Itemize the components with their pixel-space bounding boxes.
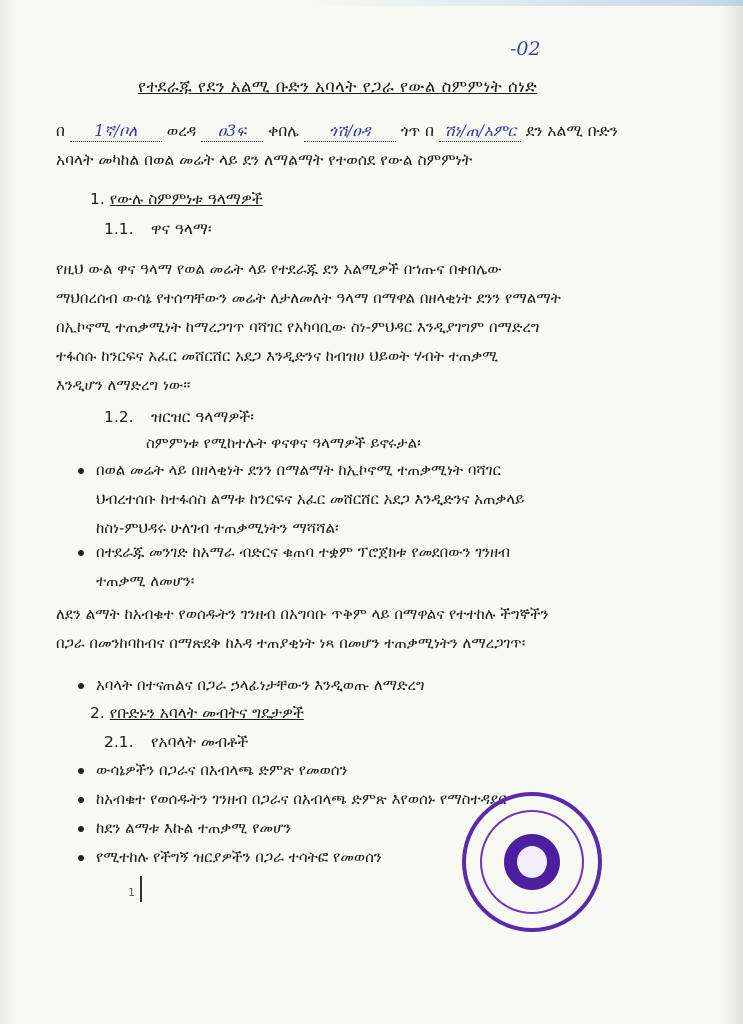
paragraph-line: በጋራ በመንከባከብና በማጽደቅ ከእዳ ተጠያቂነት ነጻ በመሆን ተጠቃሚነትን ለማረጋገጥ፡ <box>56 634 526 652</box>
paragraph-line: ማህበረሰብ ውሳኔ የተሰጣቸውን መሬት ለታለመለት ዓላማ በማዋል በዘላቂነት ደንን የማልማት <box>56 289 561 307</box>
list-item-text: ተጠቃሚ ለመሆን፡ <box>96 572 195 590</box>
paragraph-line: ተፋሰሱ ከንርፍና አፈር መሸርሸር አደጋ እንዲድንና ከብዝሀ ህይወት ሃብት ተጠቃሚ <box>56 347 499 365</box>
loan-paragraph <box>56 600 549 658</box>
paragraph-line: ለደን ልማት ከአብቁተ የወሰዱትን ገንዘብ በአግባቡ ጥቅም ላይ በማዋልና የተተከሉ ችግኞችን <box>56 605 549 623</box>
list-item <box>78 756 506 785</box>
subsection-1-2-number: 1.2. <box>104 408 134 426</box>
footer-page-mark: 1 <box>128 886 135 899</box>
bullet-icon <box>78 550 84 556</box>
list-item-text: ከአብቁተ የወሰዱትን ገንዘብ በጋራና በአብላጫ ድምጽ እየወሰኑ የማስተዳደር <box>96 790 507 808</box>
bullet-icon <box>78 826 84 832</box>
bullet-icon <box>78 468 84 474</box>
intro-prefix: በ <box>56 122 65 140</box>
intro-year-label: ወረዳ <box>166 122 197 140</box>
list-item-text: በወል መሬት ላይ በዘላቂነት ደንን በማልማት ከኢኮኖሚ ተጠቃሚነት ባሻገር <box>96 461 501 479</box>
bullet-icon <box>78 797 84 803</box>
document-title: የተደራጁ የደን አልሚ ቡድን አባላት የጋራ የውል ስምምነት ሰነድ <box>138 77 538 96</box>
list-item-text: አባላት በተናጠልና በጋራ ኃላፊነታቸውን እንዲወጡ ለማድረግ <box>96 676 425 694</box>
intro-date-prefix: ቀበሌ <box>268 122 299 140</box>
subsection-2-1-number: 2.1. <box>104 733 134 751</box>
intro-suffix: ደን አልሚ ቡድን <box>525 122 618 140</box>
subsection-1-1-number: 1.1. <box>104 220 134 238</box>
list-item-text: ህብረተሰቡ ከተፋሰስ ልማቱ ከንርፍና አፈር መሸርሸር አደጋ እንዲድንና አጠቃላይ <box>96 490 525 508</box>
handwritten-field-4: ሽነ/ጠ/አምር <box>439 122 521 142</box>
subsection-1-1-heading <box>104 220 211 239</box>
subsection-2-1-heading <box>104 733 248 752</box>
bullet-icon <box>78 855 84 861</box>
list-item-text: ከስነ-ምህዳሩ ሁለገብ ተጠቃሚነትን ማሻሻል፡ <box>96 519 339 537</box>
bullet-icon <box>78 683 84 689</box>
list-item <box>78 814 506 843</box>
rights-list <box>78 756 506 872</box>
margin-mark <box>140 876 142 902</box>
intro-location-label: ጎጥ በ <box>400 122 435 140</box>
bullet-icon <box>78 768 84 774</box>
section-1-number: 1. <box>90 190 105 208</box>
section-2-number: 2. <box>90 704 105 722</box>
intro-line-2: አባላት መካከል በወል መሬት ላይ ደን ለማልማት የተወሰደ የውል ስምምነት <box>56 151 473 169</box>
list-item <box>78 785 506 814</box>
handwritten-field-2: ዐ3ፍ <box>201 122 263 142</box>
list-item-text: የሚተከሉ የችግኝ ዝርያዎችን በጋራ ተሳትፎ የመወሰን <box>96 848 382 866</box>
scan-edge <box>300 0 743 6</box>
list-item-text: ከደን ልማቱ እኩል ተጠቃሚ የመሆን <box>96 819 292 837</box>
handwritten-field-3: ጎሽ/ዐዳ <box>304 122 396 142</box>
paragraph-line: የዚህ ውል ዋና ዓላማ የወል መሬት ላይ የተደራጁ ደን አልሚዎች በኀጡና በቀበሌው <box>56 260 502 278</box>
section-1-heading <box>90 190 263 209</box>
page-number: -02 <box>510 38 541 60</box>
list-item <box>78 538 510 596</box>
main-objective-paragraph <box>56 255 561 400</box>
subsection-2-1-title: የአባላት መብቶች <box>150 733 249 751</box>
handwritten-field-1: 1ኛ/ቦለ <box>70 122 162 142</box>
subsection-1-1-title: ዋና ዓላማ፡ <box>150 220 212 238</box>
section-2-title: የቡድኑን አባላት መብትና ግዴታዎች <box>109 704 304 722</box>
paragraph-line: በኢኮኖሚ ተጠቃሚነት ከማረጋገጥ ባሻገር የአካባቢው ስነ-ምህዳር እንዲያገግም በማድረግ <box>56 318 540 336</box>
list-item <box>78 843 506 872</box>
official-stamp <box>462 792 602 932</box>
list-item-text: ውሳኔዎችን በጋራና በአብላጫ ድምጽ የመወሰን <box>96 761 348 779</box>
subsection-1-2-intro: ስምምነቱ የሚከተሉት ዋናዋና ዓላማዎች ይኖሩታል፡ <box>146 434 421 452</box>
list-item <box>78 671 425 700</box>
subsection-1-2-title: ዝርዝር ዓላማዎች፡ <box>150 408 254 426</box>
list-item <box>78 456 524 543</box>
list-item-text: በተደራጁ መንገድ ከአማራ ብድርና ቁጠባ ተቋም ፕሮጀክቱ የመደበውን ገንዘብ <box>96 543 511 561</box>
section-1-title: የውሉ ስምምነቱ ዓላማዎች <box>109 190 263 208</box>
section-2-heading <box>90 704 304 723</box>
intro-line-1 <box>56 122 618 142</box>
subsection-1-2-heading <box>104 408 254 427</box>
stamp-emblem-icon <box>504 834 560 890</box>
paragraph-line: እንዲሆን ለማድረግ ነው፡፡ <box>56 376 191 394</box>
